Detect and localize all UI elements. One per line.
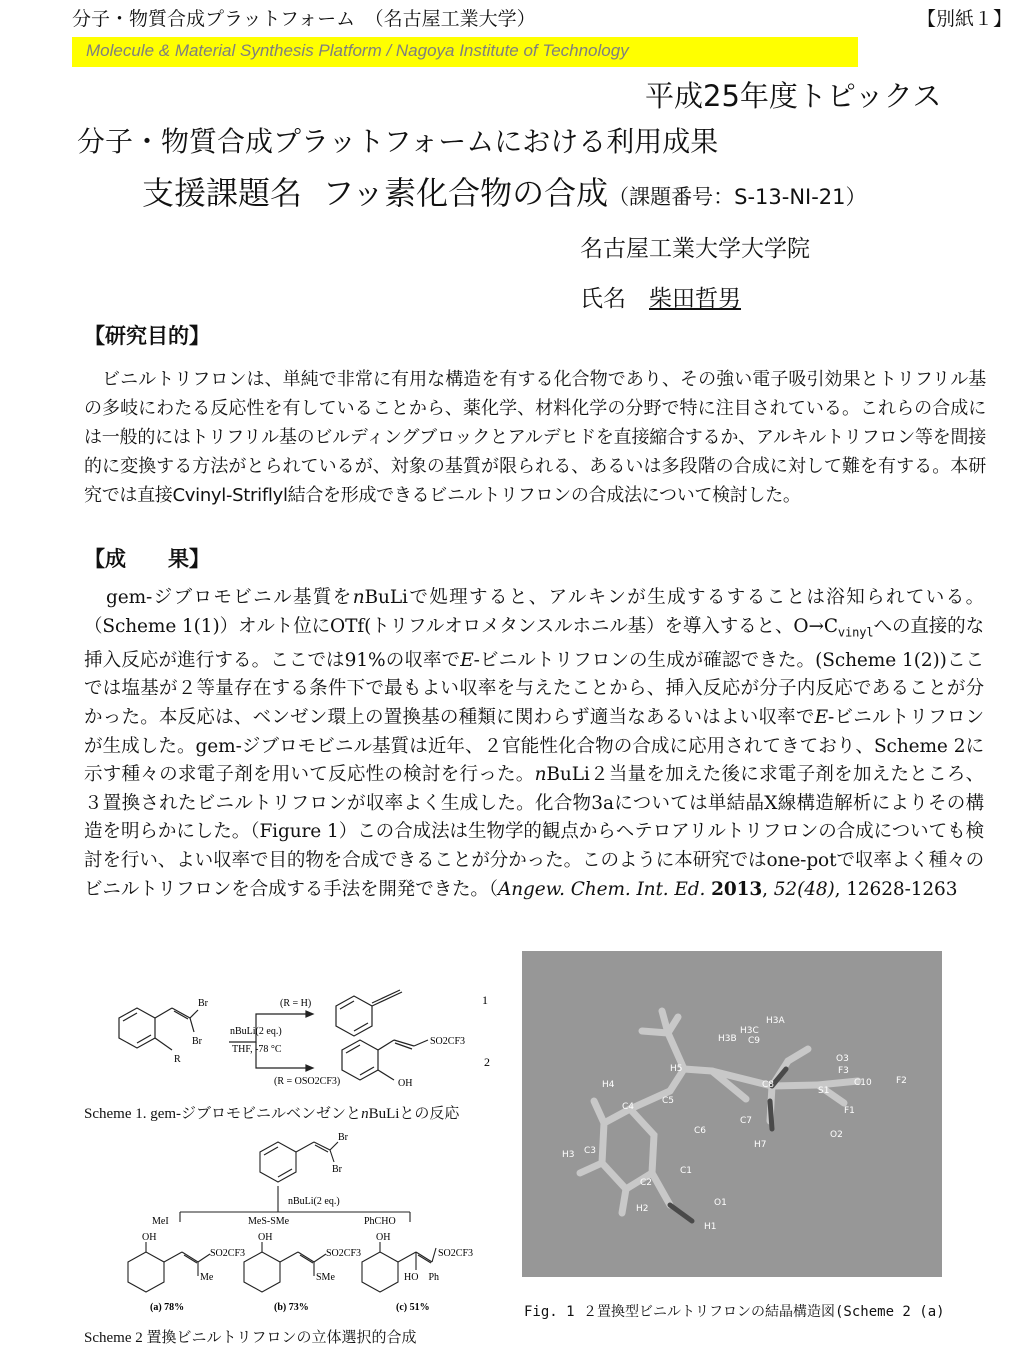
s2-sub-c: HO Ph — [404, 1272, 440, 1283]
s2-sub-a: Me — [200, 1272, 214, 1283]
s2-product-b: (b) 73% — [274, 1302, 309, 1313]
atom-h3c: H3C — [740, 1026, 759, 1036]
atom-h4: H4 — [602, 1080, 615, 1090]
header-right: 【別紙１】 — [916, 8, 1012, 30]
s2-so2cf3-b: SO2CF3 — [326, 1248, 362, 1259]
atom-h3b: H3B — [718, 1034, 737, 1044]
s2-sub-b: SMe — [316, 1272, 335, 1283]
result-text: gem-ジブロモビニル基質をnBuLiで処理すると、アルキンが生成するすることは浴知られている。（Scheme 1(1)）オルト位にOTf(トリフルオロメタンスルホニル基）を導入すると、$O\to C_{vinyl}$への直接的な挿入反応が進行する。ここでは91%の収率でE-ビニルトリフロンの生成が確認できた。(Scheme 1(2))ここでは塩基が２等量存在する条件下で最もよい収率を与えたことから、挿入反応が分子内反応であることが分かった。本反応は、ベンゼン環上の置換基の種類に関わらず適当なあるいはよい収率でE-ビニルトリフロンが生成した。gem-ジブロモビニル基質は近年、２官能性化合物の合成に応用されてきており、Scheme 2に示す種々の求電子剤を用いて反応性の検討を行った。nBuLi２当量を加えた後に求電子剤を加えたところ、３置換されたビニルトリフロンが収率よく生成した。化合物3aについては単結晶X線構造解析によりその構造を明らかにした。（Figure 1）この合成法は生物学的観点からヘテロアリルトリフロンの合成についても検討を行い、よい収率で目的物を合成できることが分かった。このように本研究ではone-potで収率よく種々のビニルトリフロンを合成する手法を開発できた。（Angew. Chem. Int. Ed. 2013, 52(48), 12628-1263 — [84, 587, 984, 900]
s2-product-c: (c) 51% — [396, 1302, 430, 1313]
header-left: 分子・物質合成プラットフォーム （名古屋工業大学） — [72, 8, 536, 30]
s2-oh-b: OH — [258, 1232, 273, 1243]
author-row — [580, 280, 741, 313]
s2-br2: Br — [332, 1164, 342, 1175]
s2-so2cf3-c: SO2CF3 — [438, 1248, 474, 1259]
atom-h5: H5 — [670, 1064, 683, 1074]
atom-c7: C7 — [740, 1116, 753, 1126]
atom-c2: C2 — [640, 1178, 653, 1188]
figure1-caption: Fig. 1 ２置換型ビニルトリフロンの結晶構造図(Scheme 2 (a) — [524, 1304, 945, 1320]
atom-f3: F3 — [838, 1066, 849, 1076]
subject-label: 支援課題名 — [142, 174, 303, 212]
atom-h7: H7 — [754, 1140, 767, 1150]
atom-c10: C10 — [854, 1078, 872, 1088]
atom-f2: F2 — [896, 1076, 907, 1086]
atom-o1: O1 — [714, 1198, 727, 1208]
scheme1-caption: Scheme 1. gem-ジブロモビニルベンゼンとnBuLiとの反応 — [84, 1106, 460, 1122]
s1-solvent: THF, -78 °C — [232, 1044, 282, 1055]
s1-r: R — [174, 1054, 181, 1065]
s1-num2: 2 — [484, 1055, 490, 1069]
s2-reagent: nBuLi(2 eq.) — [288, 1196, 340, 1207]
s2-electrophile-3: PhCHO — [364, 1216, 396, 1227]
s1-cond-top: (R = H) — [280, 998, 312, 1009]
s2-so2cf3-a: SO2CF3 — [210, 1248, 246, 1259]
subject-name: フッ素化合物の合成 — [322, 174, 609, 212]
s2-oh-a: OH — [142, 1232, 157, 1243]
atom-c3: C3 — [584, 1146, 597, 1156]
affiliation: 名古屋工業大学大学院 — [580, 236, 810, 262]
s1-reagent: nBuLi(2 eq.) — [230, 1026, 282, 1037]
crystal-structure-drawing — [522, 951, 942, 1277]
atom-c6: C6 — [694, 1126, 707, 1136]
atom-c8: C8 — [762, 1080, 775, 1090]
subject-title — [142, 168, 867, 214]
atom-c9: C9 — [748, 1036, 761, 1046]
atom-s1: S1 — [818, 1086, 830, 1096]
atom-c5: C5 — [662, 1096, 675, 1106]
scheme1-diagram — [84, 984, 514, 1096]
atom-c1: C1 — [680, 1166, 693, 1176]
name-label: 氏名 — [580, 286, 626, 312]
atom-c4: C4 — [622, 1102, 635, 1112]
atom-h1: H1 — [704, 1222, 717, 1232]
platform-title: 分子・物質合成プラットフォームにおける利用成果 — [77, 125, 719, 158]
s2-br1: Br — [338, 1132, 348, 1143]
atom-o2: O2 — [830, 1130, 843, 1140]
topics-title: 平成25年度トピックス — [645, 79, 942, 113]
s1-oh: OH — [398, 1078, 413, 1089]
banner-text: Molecule & Material Synthesis Platform / Nagoya Institute of Technology — [86, 41, 629, 60]
s1-br2: Br — [192, 1036, 202, 1047]
atom-h3a: H3A — [766, 1016, 785, 1026]
atom-o3: O3 — [836, 1054, 849, 1064]
s2-oh-c: OH — [376, 1232, 391, 1243]
s2-electrophile-1: MeI — [152, 1216, 169, 1227]
s2-electrophile-2: MeS-SMe — [248, 1216, 290, 1227]
scheme2-caption: Scheme 2 置換ビニルトリフロンの立体選択的合成 — [84, 1330, 417, 1346]
s1-num1: 1 — [482, 993, 488, 1007]
subject-number: （課題番号：S-13-NI-21） — [608, 185, 867, 209]
scheme2-diagram — [118, 1130, 498, 1320]
s1-br1: Br — [198, 998, 208, 1009]
atom-h2: H2 — [636, 1204, 649, 1214]
purpose-text: ビニルトリフロンは、単純で非常に有用な構造を有する化合物であり、その強い電子吸引効果とトリフリル基の多岐にわたる反応性を有していることから、薬化学、材料化学の分野で特に注目されている。これらの合成には一般的にはトリフリル基のビルディングブロックとアルデヒドを直接縮合するか、アルキルトリフロン等を間接的に変換する方法がとられているが、対象の基質が限られる、あるいは多段階の合成に対して難を有する。本研究では直接Cvinyl-Striflyl結合を形成できるビニルトリフロンの合成法について検討した。 — [84, 369, 986, 506]
atom-h3: H3 — [562, 1150, 575, 1160]
s1-cond-bottom: (R = OSO2CF3) — [274, 1076, 341, 1087]
author-name: 柴田哲男 — [649, 286, 741, 312]
result-heading: 【成 果】 — [84, 547, 210, 571]
s1-so2cf3: SO2CF3 — [430, 1036, 466, 1047]
atom-f1: F1 — [844, 1106, 855, 1116]
purpose-heading: 【研究目的】 — [84, 324, 210, 348]
s2-product-a: (a) 78% — [150, 1302, 185, 1313]
